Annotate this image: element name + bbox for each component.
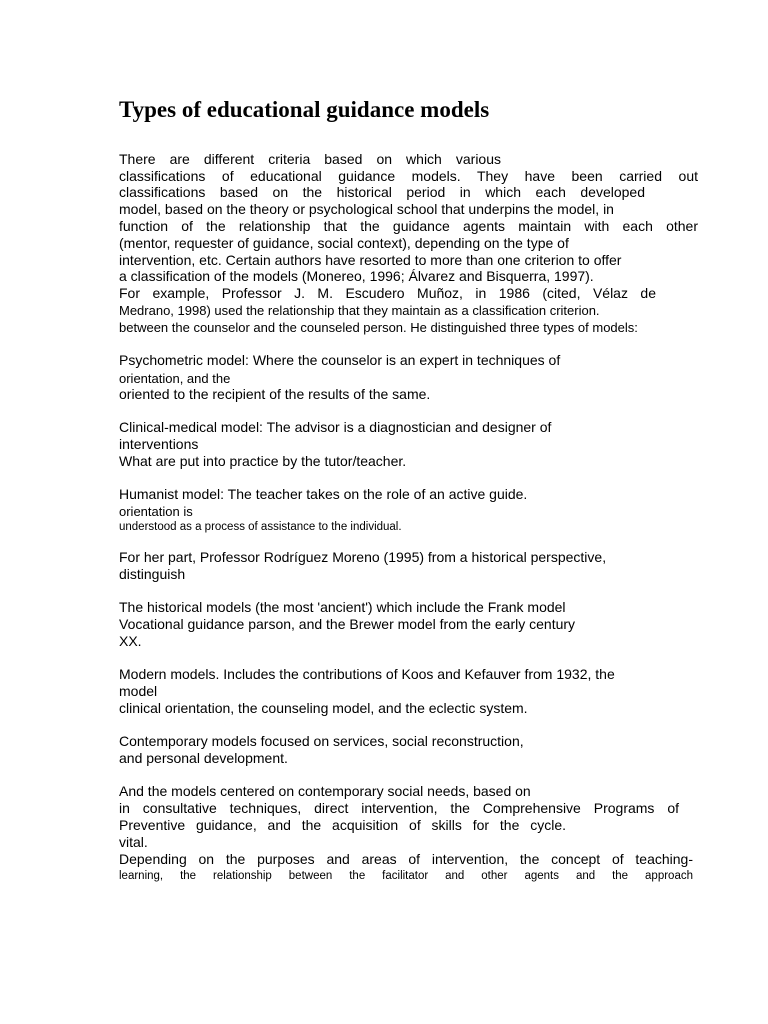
text-line: and personal development. xyxy=(119,750,288,766)
text-line: classifications based on the historical period in which each developed xyxy=(119,184,645,200)
text-line: And the models centered on contemporary social needs, based on xyxy=(119,783,531,799)
text-line: vital. xyxy=(119,834,148,850)
text-line: oriented to the recipient of the results of the same. xyxy=(119,386,431,402)
text-line: between the counselor and the counseled person. He distinguished three types of models: xyxy=(119,320,638,335)
text-line: distinguish xyxy=(119,566,186,582)
text-line: orientation, and the xyxy=(119,371,231,386)
text-line: understood as a process of assistance to the individual. xyxy=(119,521,402,533)
text-line: Clinical-medical model: The advisor is a diagnostician and designer of xyxy=(119,419,552,435)
text-line: (mentor, requester of guidance, social context), depending on the type of xyxy=(119,235,569,251)
text-line: For example, Professor J. M. Escudero Muñoz, in 1986 (cited, Vélaz de xyxy=(119,285,656,301)
text-line: The historical models (the most 'ancient') which include the Frank model xyxy=(119,599,566,615)
text-line: classifications of educational guidance models. They have been carried out xyxy=(119,168,698,184)
text-line: learning, the relationship between the facilitator and other agents and the approach xyxy=(119,870,693,882)
text-line: in consultative techniques, direct intervention, the Comprehensive Programs of xyxy=(119,800,679,816)
text-line: model xyxy=(119,683,158,699)
text-line: Contemporary models focused on services, social reconstruction, xyxy=(119,733,524,749)
text-line: Modern models. Includes the contributions of Koos and Kefauver from 1932, the xyxy=(119,666,615,682)
text-line: For her part, Professor Rodríguez Moreno (1995) from a historical perspective, xyxy=(119,549,607,565)
page-title: Types of educational guidance models xyxy=(119,97,490,122)
text-line: Psychometric model: Where the counselor is an expert in techniques of xyxy=(119,352,561,368)
text-line: Depending on the purposes and areas of intervention, the concept of teaching- xyxy=(119,851,693,867)
text-line: clinical orientation, the counseling model, and the eclectic system. xyxy=(119,700,528,716)
text-line: a classification of the models (Monereo, 1996; Álvarez and Bisquerra, 1997). xyxy=(119,268,594,284)
text-line: Preventive guidance, and the acquisition of skills for the cycle. xyxy=(119,817,566,833)
text-line: Medrano, 1998) used the relationship that they maintain as a classification criterion. xyxy=(119,303,600,318)
text-line: model, based on the theory or psychological school that underpins the model, in xyxy=(119,201,614,217)
text-line: intervention, etc. Certain authors have resorted to more than one criterion to offer xyxy=(119,252,622,268)
text-line: There are different criteria based on which various xyxy=(119,151,501,167)
text-line: orientation is xyxy=(119,504,193,519)
text-line: Vocational guidance parson, and the Brewer model from the early century xyxy=(119,616,576,632)
text-line: XX. xyxy=(119,633,142,649)
text-line: function of the relationship that the guidance agents maintain with each other xyxy=(119,218,698,234)
text-line: What are put into practice by the tutor/teacher. xyxy=(119,453,407,469)
text-line: interventions xyxy=(119,436,199,452)
text-line: Humanist model: The teacher takes on the role of an active guide. xyxy=(119,486,528,502)
